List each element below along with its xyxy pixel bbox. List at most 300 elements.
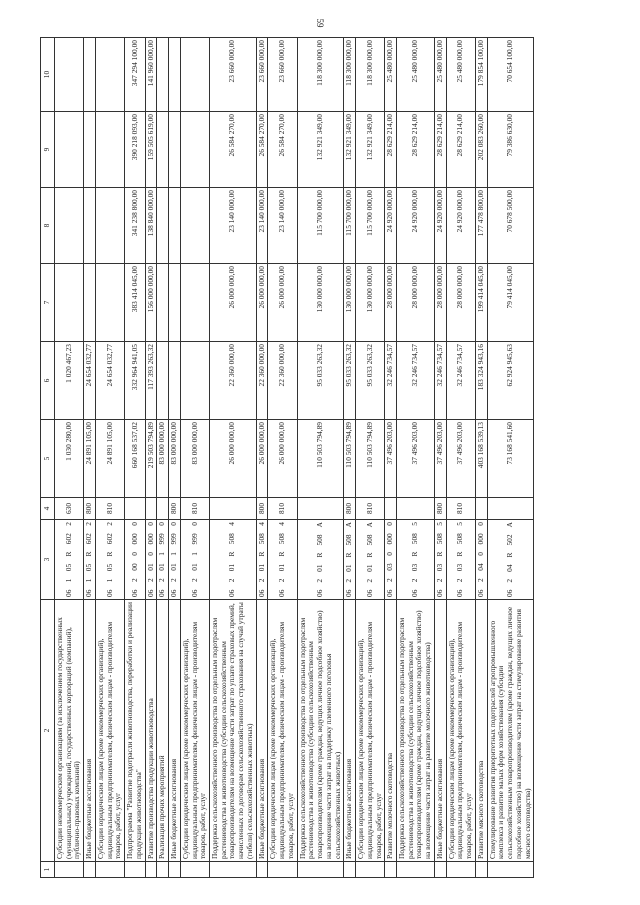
code-part: 2 bbox=[157, 578, 167, 583]
row-code bbox=[434, 520, 446, 600]
row-value-c10: 23 660 000,00 bbox=[210, 38, 257, 112]
row-marker-cell bbox=[297, 862, 344, 878]
row-value-c7: 28 000 000,00 bbox=[434, 264, 446, 342]
row-value-c10: 23 660 000,00 bbox=[256, 38, 268, 112]
row-value-c6: 183 324 943,16 bbox=[475, 342, 487, 420]
code-part: 4 bbox=[277, 522, 287, 526]
row-value-c6: 22 360 000,00 bbox=[268, 342, 297, 420]
table-row bbox=[256, 38, 268, 878]
code-part: 999 bbox=[157, 533, 167, 545]
row-vr: 810 bbox=[95, 498, 124, 520]
row-value-c5: 37 496 203,00 bbox=[434, 420, 446, 498]
code-part: 03 bbox=[410, 563, 420, 572]
row-value-c8 bbox=[169, 188, 181, 264]
row-value-c10: 70 654 100,00 bbox=[487, 38, 534, 112]
row-value-c6: 32 246 734,57 bbox=[446, 342, 475, 420]
row-value-c8: 138 840 000,00 bbox=[145, 188, 157, 264]
row-value-c5: 83 000 000,00 bbox=[169, 420, 181, 498]
code-part: 01 bbox=[227, 563, 237, 572]
row-value-c9: 202 083 260,00 bbox=[475, 112, 487, 188]
code-part: 06 bbox=[505, 589, 515, 597]
row-value-c7: 383 414 045,00 bbox=[125, 264, 145, 342]
code-part: 03 bbox=[434, 563, 444, 572]
code-part: 0 bbox=[145, 552, 155, 556]
code-part: 03 bbox=[385, 563, 395, 571]
code-part: 05 bbox=[63, 563, 73, 572]
code-parts bbox=[411, 522, 420, 597]
code-part: 2 bbox=[227, 578, 237, 583]
code-part: R bbox=[227, 551, 237, 557]
code-parts bbox=[345, 522, 354, 597]
code-part: 06 bbox=[256, 589, 266, 597]
header-cell: 10 bbox=[41, 38, 55, 112]
code-part: 2 bbox=[505, 578, 515, 583]
row-value-c8: 177 478 800,00 bbox=[475, 188, 487, 264]
row-value-c6 bbox=[169, 342, 181, 420]
row-marker-cell bbox=[125, 862, 145, 878]
row-value-c10 bbox=[95, 38, 124, 112]
row-value-c10: 25 480 000,00 bbox=[434, 38, 446, 112]
row-value-c8 bbox=[157, 188, 169, 264]
row-marker-cell bbox=[145, 862, 157, 878]
row-marker-cell bbox=[385, 862, 397, 878]
code-part: 2 bbox=[129, 578, 139, 583]
row-value-c8: 115 700 000,00 bbox=[344, 188, 356, 264]
code-part: А bbox=[344, 522, 354, 528]
row-name: Подпрограмма "Развитие подотрасли животноводства, переработки и реализации продукции животноводства" bbox=[125, 600, 145, 862]
row-code bbox=[95, 520, 124, 600]
row-value-c10 bbox=[169, 38, 181, 112]
table-row bbox=[446, 38, 475, 878]
code-part: 508 bbox=[344, 534, 354, 546]
row-value-c8: 115 700 000,00 bbox=[356, 188, 385, 264]
row-value-c10: 141 960 000,00 bbox=[145, 38, 157, 112]
code-part: А bbox=[505, 522, 515, 528]
code-part: 2 bbox=[145, 578, 155, 583]
code-part: 0 bbox=[169, 522, 179, 526]
code-parts bbox=[131, 522, 140, 597]
code-part: 04 bbox=[475, 563, 485, 571]
row-value-c6: 32 246 734,57 bbox=[434, 342, 446, 420]
row-name: Развитие молочного скотоводства bbox=[385, 600, 397, 862]
row-name: Иные бюджетные ассигнования bbox=[169, 600, 181, 862]
table-row bbox=[145, 38, 157, 878]
code-part: 00 bbox=[129, 563, 139, 571]
row-value-c8: 341 238 800,00 bbox=[125, 188, 145, 264]
row-value-c7: 28 000 000,00 bbox=[396, 264, 434, 342]
header-cell: 8 bbox=[41, 188, 55, 264]
row-value-c9 bbox=[55, 112, 84, 188]
table-row bbox=[95, 38, 124, 878]
row-value-c10: 118 300 000,00 bbox=[297, 38, 344, 112]
row-marker-cell bbox=[180, 862, 209, 878]
row-value-c6: 117 393 263,32 bbox=[145, 342, 157, 420]
row-value-c10: 118 300 000,00 bbox=[344, 38, 356, 112]
row-value-c5: 1 030 280,00 bbox=[55, 420, 84, 498]
row-name: Развитие мясного скотоводства bbox=[475, 600, 487, 862]
row-value-c7 bbox=[180, 264, 209, 342]
code-part: 06 bbox=[475, 589, 485, 597]
row-code bbox=[210, 520, 257, 600]
row-value-c10: 25 480 000,00 bbox=[396, 38, 434, 112]
code-parts bbox=[170, 522, 179, 597]
row-value-c7: 79 414 045,00 bbox=[487, 264, 534, 342]
row-value-c8: 23 140 000,00 bbox=[210, 188, 257, 264]
row-code bbox=[180, 520, 209, 600]
code-part: 06 bbox=[63, 589, 73, 597]
row-value-c5: 110 503 794,89 bbox=[297, 420, 344, 498]
row-code bbox=[256, 520, 268, 600]
code-part: 06 bbox=[410, 589, 420, 597]
row-value-c9: 132 921 349,00 bbox=[356, 112, 385, 188]
header-cell: 6 bbox=[41, 342, 55, 420]
row-value-c6: 95 033 263,32 bbox=[344, 342, 356, 420]
row-name: Иные бюджетные ассигнования bbox=[84, 600, 96, 862]
code-part: 0 bbox=[157, 522, 167, 526]
table-row bbox=[169, 38, 181, 878]
code-parts bbox=[228, 522, 237, 597]
row-name: Субсидии юридическим лицам (кроме некоммерческих организаций), индивидуальным предпринимателям, физическим лицам - производителям товаров, работ, услуг bbox=[95, 600, 124, 862]
row-value-c10: 179 854 100,00 bbox=[475, 38, 487, 112]
code-parts bbox=[65, 522, 74, 597]
code-part: 06 bbox=[434, 589, 444, 597]
table-row bbox=[475, 38, 487, 878]
row-code bbox=[475, 520, 487, 600]
row-value-c6: 22 360 000,00 bbox=[256, 342, 268, 420]
row-code bbox=[169, 520, 181, 600]
row-value-c9 bbox=[95, 112, 124, 188]
row-value-c9: 28 629 214,00 bbox=[385, 112, 397, 188]
row-marker-cell bbox=[268, 862, 297, 878]
row-code bbox=[268, 520, 297, 600]
code-part: 000 bbox=[129, 533, 139, 545]
code-part: 1 bbox=[63, 578, 73, 583]
row-value-c6: 332 964 941,05 bbox=[125, 342, 145, 420]
code-part: А bbox=[364, 522, 374, 528]
code-part: 06 bbox=[169, 589, 179, 597]
table-row bbox=[84, 38, 96, 878]
header-cell: 3 bbox=[41, 520, 55, 600]
code-part: R bbox=[505, 552, 515, 558]
row-value-c8: 23 140 000,00 bbox=[268, 188, 297, 264]
code-part: 508 bbox=[256, 533, 266, 545]
code-part: 602 bbox=[104, 533, 114, 545]
code-parts bbox=[477, 522, 486, 597]
row-vr: 810 bbox=[268, 498, 297, 520]
row-value-c7: 130 000 000,00 bbox=[344, 264, 356, 342]
row-value-c7 bbox=[55, 264, 84, 342]
row-marker-cell bbox=[55, 862, 84, 878]
code-part: 508 bbox=[455, 533, 465, 545]
row-vr bbox=[396, 498, 434, 520]
row-value-c10: 25 480 000,00 bbox=[446, 38, 475, 112]
row-value-c10 bbox=[84, 38, 96, 112]
row-value-c8: 24 920 000,00 bbox=[434, 188, 446, 264]
code-part: 000 bbox=[385, 533, 395, 545]
row-value-c8: 115 700 000,00 bbox=[297, 188, 344, 264]
budget-table-sheet bbox=[40, 38, 614, 878]
table-row bbox=[487, 38, 534, 878]
code-part: 602 bbox=[84, 533, 94, 545]
row-value-c9 bbox=[169, 112, 181, 188]
row-name: Стимулирование развития приоритетных подотраслей агропромышленного комплекса и развитие малых форм хозяйствования (субсидии сельскохозяйственным товаропроизводителям (кроме граждан, ведущих личное подсобное хозяйство) на возмещение части затрат на стимулирование развития мясного скотоводства) bbox=[487, 600, 534, 862]
code-part: 2 bbox=[104, 522, 114, 526]
row-code bbox=[84, 520, 96, 600]
code-part: 508 bbox=[434, 533, 444, 545]
code-part: 0 bbox=[145, 522, 155, 526]
row-name: Иные бюджетные ассигнования bbox=[434, 600, 446, 862]
row-value-c8: 24 920 000,00 bbox=[446, 188, 475, 264]
row-value-c5: 37 496 203,00 bbox=[385, 420, 397, 498]
code-part: 2 bbox=[385, 578, 395, 583]
code-part: R bbox=[277, 551, 287, 557]
row-value-c9 bbox=[84, 112, 96, 188]
row-value-c8 bbox=[84, 188, 96, 264]
code-parts bbox=[456, 522, 465, 597]
row-value-c9: 26 584 270,00 bbox=[210, 112, 257, 188]
code-part: 508 bbox=[364, 534, 374, 546]
code-part: 0 bbox=[475, 522, 485, 526]
row-marker-cell bbox=[157, 862, 169, 878]
code-part: 01 bbox=[315, 564, 325, 572]
table-body bbox=[55, 38, 534, 878]
row-code bbox=[157, 520, 169, 600]
code-part: 2 bbox=[364, 578, 374, 583]
row-code bbox=[487, 520, 534, 600]
row-marker-cell bbox=[344, 862, 356, 878]
row-vr: 810 bbox=[180, 498, 209, 520]
row-vr: 800 bbox=[169, 498, 181, 520]
row-value-c6 bbox=[157, 342, 169, 420]
table-row bbox=[125, 38, 145, 878]
code-part: 000 bbox=[475, 533, 485, 545]
code-part: 01 bbox=[145, 563, 155, 571]
code-parts bbox=[258, 522, 267, 597]
row-vr: 800 bbox=[434, 498, 446, 520]
code-part: 5 bbox=[434, 522, 444, 526]
code-part: R bbox=[63, 551, 73, 557]
code-part: 2 bbox=[475, 578, 485, 583]
code-part: R bbox=[455, 551, 465, 557]
row-name: Субсидии юридическим лицам (кроме некоммерческих организаций), индивидуальным предпринимателям, физическим лицам - производителям товаров, работ, услуг bbox=[356, 600, 385, 862]
row-value-c7 bbox=[157, 264, 169, 342]
row-marker-cell bbox=[210, 862, 257, 878]
code-part: 999 bbox=[169, 533, 179, 545]
row-value-c7 bbox=[169, 264, 181, 342]
row-value-c6: 32 246 734,57 bbox=[385, 342, 397, 420]
row-code bbox=[385, 520, 397, 600]
code-part: 06 bbox=[145, 589, 155, 597]
row-code bbox=[356, 520, 385, 600]
table-row bbox=[157, 38, 169, 878]
code-part: 06 bbox=[129, 589, 139, 597]
code-part: 1 bbox=[169, 552, 179, 556]
row-value-c10 bbox=[180, 38, 209, 112]
row-value-c10: 25 480 000,00 bbox=[385, 38, 397, 112]
code-part: 5 bbox=[410, 522, 420, 526]
row-value-c10: 347 294 100,00 bbox=[125, 38, 145, 112]
code-parts bbox=[316, 522, 325, 597]
row-value-c7: 156 000 000,00 bbox=[145, 264, 157, 342]
code-part: 01 bbox=[189, 563, 199, 571]
code-part: 0 bbox=[129, 522, 139, 526]
code-part: R bbox=[344, 552, 354, 558]
code-part: R bbox=[315, 552, 325, 558]
row-marker-cell bbox=[396, 862, 434, 878]
code-part: 2 bbox=[169, 578, 179, 583]
code-part: 06 bbox=[189, 589, 199, 597]
code-parts bbox=[436, 522, 445, 597]
table-row bbox=[210, 38, 257, 878]
row-value-c5: 26 000 000,00 bbox=[256, 420, 268, 498]
row-value-c5: 83 000 000,00 bbox=[180, 420, 209, 498]
row-vr: 800 bbox=[344, 498, 356, 520]
row-marker-cell bbox=[84, 862, 96, 878]
row-value-c5: 26 000 000,00 bbox=[268, 420, 297, 498]
row-value-c9 bbox=[180, 112, 209, 188]
row-value-c7 bbox=[95, 264, 124, 342]
header-row bbox=[41, 38, 55, 878]
row-value-c5: 219 503 794,89 bbox=[145, 420, 157, 498]
table-row bbox=[356, 38, 385, 878]
row-code bbox=[55, 520, 84, 600]
code-part: 06 bbox=[455, 589, 465, 597]
table-row bbox=[396, 38, 434, 878]
code-parts bbox=[106, 522, 115, 597]
row-name: Субсидии юридическим лицам (кроме некоммерческих организаций), индивидуальным предпринимателям, физическим лицам - производителям товаров, работ, услуг bbox=[446, 600, 475, 862]
row-value-c5: 110 503 794,89 bbox=[344, 420, 356, 498]
code-part: 0 bbox=[385, 522, 395, 526]
code-parts bbox=[85, 522, 94, 597]
row-value-c9: 132 921 349,00 bbox=[344, 112, 356, 188]
header-cell: 9 bbox=[41, 112, 55, 188]
row-value-c7: 130 000 000,00 bbox=[297, 264, 344, 342]
row-vr bbox=[157, 498, 169, 520]
row-vr: 800 bbox=[256, 498, 268, 520]
row-value-c10: 118 300 000,00 bbox=[356, 38, 385, 112]
row-value-c9: 28 629 214,00 bbox=[396, 112, 434, 188]
code-part: 2 bbox=[410, 578, 420, 583]
row-code bbox=[396, 520, 434, 600]
row-value-c5: 26 000 000,00 bbox=[210, 420, 257, 498]
budget-table bbox=[40, 37, 534, 878]
row-value-c9: 79 386 630,00 bbox=[487, 112, 534, 188]
row-value-c9: 28 629 214,00 bbox=[446, 112, 475, 188]
code-part: 2 bbox=[315, 578, 325, 583]
row-value-c5: 37 496 203,00 bbox=[396, 420, 434, 498]
row-value-c5: 73 168 541,60 bbox=[487, 420, 534, 498]
code-part: 0 bbox=[475, 552, 485, 556]
row-value-c7: 26 000 000,00 bbox=[268, 264, 297, 342]
table-row bbox=[344, 38, 356, 878]
code-part: R bbox=[364, 552, 374, 558]
code-part: 508 bbox=[315, 534, 325, 546]
code-part: 508 bbox=[410, 533, 420, 545]
row-value-c6: 95 033 263,32 bbox=[297, 342, 344, 420]
row-name: Субсидии некоммерческим организациям (за исключением государственных (муниципальных) учреждений, государственных корпораций (компаний), публично-правовых компаний) bbox=[55, 600, 84, 862]
code-part: 999 bbox=[189, 533, 199, 545]
code-part: 508 bbox=[227, 533, 237, 545]
row-marker-cell bbox=[169, 862, 181, 878]
row-value-c6: 32 246 734,57 bbox=[396, 342, 434, 420]
row-vr bbox=[210, 498, 257, 520]
code-part: 502 bbox=[505, 534, 515, 546]
row-vr: 810 bbox=[356, 498, 385, 520]
row-value-c6: 1 020 467,23 bbox=[55, 342, 84, 420]
row-value-c5: 110 503 794,89 bbox=[356, 420, 385, 498]
code-part: 01 bbox=[157, 563, 167, 571]
row-value-c9: 28 629 214,00 bbox=[434, 112, 446, 188]
code-part: 06 bbox=[277, 589, 287, 597]
row-vr: 800 bbox=[84, 498, 96, 520]
row-value-c10 bbox=[55, 38, 84, 112]
code-part: 01 bbox=[169, 563, 179, 571]
row-code bbox=[145, 520, 157, 600]
code-part: 2 bbox=[455, 578, 465, 583]
table-row bbox=[55, 38, 84, 878]
code-part: 05 bbox=[84, 563, 94, 572]
row-vr bbox=[297, 498, 344, 520]
code-part: 01 bbox=[364, 564, 374, 572]
code-part: 0 bbox=[129, 552, 139, 556]
row-vr bbox=[125, 498, 145, 520]
row-vr bbox=[145, 498, 157, 520]
page-number: 59 bbox=[315, 18, 325, 28]
code-part: 06 bbox=[157, 589, 167, 597]
table-row bbox=[434, 38, 446, 878]
row-name: Субсидии юридическим лицам (кроме некоммерческих организаций), индивидуальным предпринимателям, физическим лицам - производителям товаров, работ, услуг bbox=[268, 600, 297, 862]
code-part: 1 bbox=[84, 578, 94, 583]
row-vr bbox=[475, 498, 487, 520]
code-part: 4 bbox=[256, 522, 266, 526]
code-parts bbox=[366, 522, 375, 597]
row-value-c7: 130 000 000,00 bbox=[356, 264, 385, 342]
code-part: 06 bbox=[315, 589, 325, 597]
row-code bbox=[446, 520, 475, 600]
code-part: А bbox=[315, 522, 325, 528]
row-marker-cell bbox=[256, 862, 268, 878]
row-value-c7: 28 000 000,00 bbox=[385, 264, 397, 342]
header-cell: 2 bbox=[41, 600, 55, 862]
code-part: R bbox=[256, 551, 266, 557]
row-value-c7: 26 000 000,00 bbox=[256, 264, 268, 342]
row-value-c9: 26 584 270,00 bbox=[256, 112, 268, 188]
code-part: 06 bbox=[227, 589, 237, 597]
code-part: 04 bbox=[505, 564, 515, 572]
row-value-c5: 37 496 203,00 bbox=[446, 420, 475, 498]
code-part: 06 bbox=[104, 589, 114, 597]
code-part: 508 bbox=[277, 533, 287, 545]
row-value-c10 bbox=[157, 38, 169, 112]
row-marker-cell bbox=[95, 862, 124, 878]
code-part: 4 bbox=[227, 522, 237, 526]
row-name: Реализация прочих мероприятий bbox=[157, 600, 169, 862]
row-name: Поддержка сельскохозяйственного производства по отдельным подотраслям растениеводства и животноводства (субсидии сельскохозяйственным товаропроизводителям (кроме граждан, ведущих личное подсобное хозяйство) на возмещение части затрат на поддержку племенного поголовья сельскохозяйственных животных) bbox=[297, 600, 344, 862]
code-part: 2 bbox=[63, 522, 73, 526]
header-cell: 4 bbox=[41, 498, 55, 520]
code-part: 01 bbox=[256, 563, 266, 572]
code-part: 01 bbox=[277, 563, 287, 572]
row-name: Иные бюджетные ассигнования bbox=[344, 600, 356, 862]
code-part: 0 bbox=[385, 552, 395, 556]
row-value-c7: 199 414 045,00 bbox=[475, 264, 487, 342]
code-part: 2 bbox=[189, 578, 199, 583]
row-vr: 810 bbox=[446, 498, 475, 520]
row-value-c9: 390 218 093,00 bbox=[125, 112, 145, 188]
row-marker-cell bbox=[487, 862, 534, 878]
code-part: 1 bbox=[157, 552, 167, 556]
code-part: 0 bbox=[189, 522, 199, 526]
